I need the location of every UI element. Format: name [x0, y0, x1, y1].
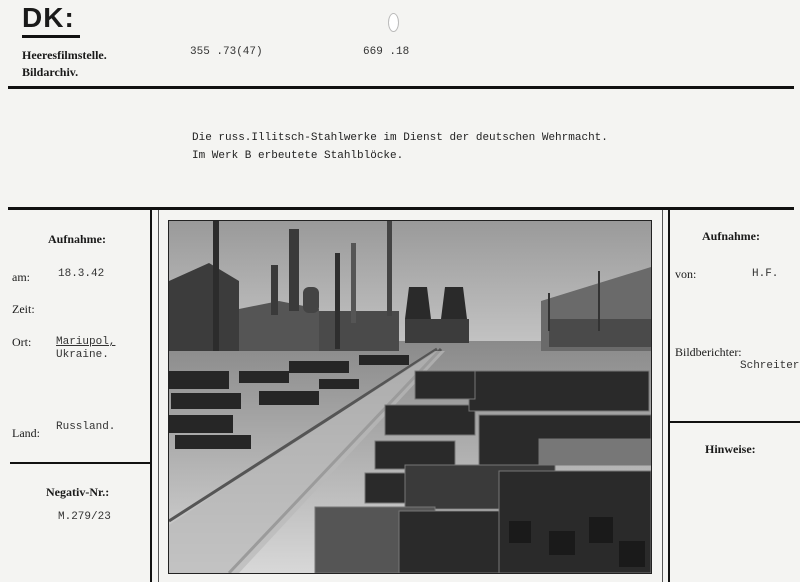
negativ-label: Negativ-Nr.: [46, 485, 110, 499]
land-value: Russland. [56, 421, 116, 433]
left-aufnahme-heading: Aufnahme: [48, 232, 107, 246]
von-label: von: [675, 267, 697, 281]
right-aufnahme-heading: Aufnahme: [702, 229, 761, 243]
photo-frame-left [158, 210, 159, 582]
photo-frame-right [662, 210, 663, 582]
land-label: Land: [12, 426, 40, 440]
logo-text: DK: [22, 2, 75, 33]
am-label: am: [12, 270, 30, 284]
caption-divider [8, 207, 794, 210]
archive-photograph [168, 220, 652, 574]
logo-underline [22, 35, 80, 38]
header-divider [8, 86, 794, 89]
right-panel-divider [670, 421, 800, 423]
hinweise-label: Hinweise: [705, 442, 756, 456]
dk-logo [22, 2, 75, 34]
classification-number-2: 669 .18 [363, 46, 410, 58]
ort-label: Ort: [12, 335, 32, 349]
ort-value-1: Mariupol, [56, 336, 116, 348]
caption-line-1: Die russ.Illitsch-Stahlwerke im Dienst der deutschen Wehrmacht. [192, 132, 608, 144]
left-panel-border [150, 210, 152, 582]
classification-number-1: 355 .73(47) [190, 46, 263, 58]
ort-value-2: Ukraine. [56, 349, 109, 361]
org-line-2: Bildarchiv. [22, 65, 79, 79]
zeit-label: Zeit: [12, 302, 35, 316]
am-value: 18.3.42 [58, 268, 105, 280]
bildberichter-label: Bildberichter: [675, 345, 742, 359]
right-panel-border [668, 210, 670, 582]
caption-line-2: Im Werk B erbeutete Stahlblöcke. [192, 150, 404, 162]
negativ-value: M.279/23 [58, 511, 111, 523]
bildberichter-value: Schreiter [740, 360, 800, 372]
left-panel-divider [10, 462, 150, 464]
punch-hole [388, 13, 399, 32]
von-value: H.F. [752, 268, 779, 280]
steelworks-photo [169, 221, 651, 573]
org-line-1: Heeresfilmstelle. [22, 48, 107, 62]
